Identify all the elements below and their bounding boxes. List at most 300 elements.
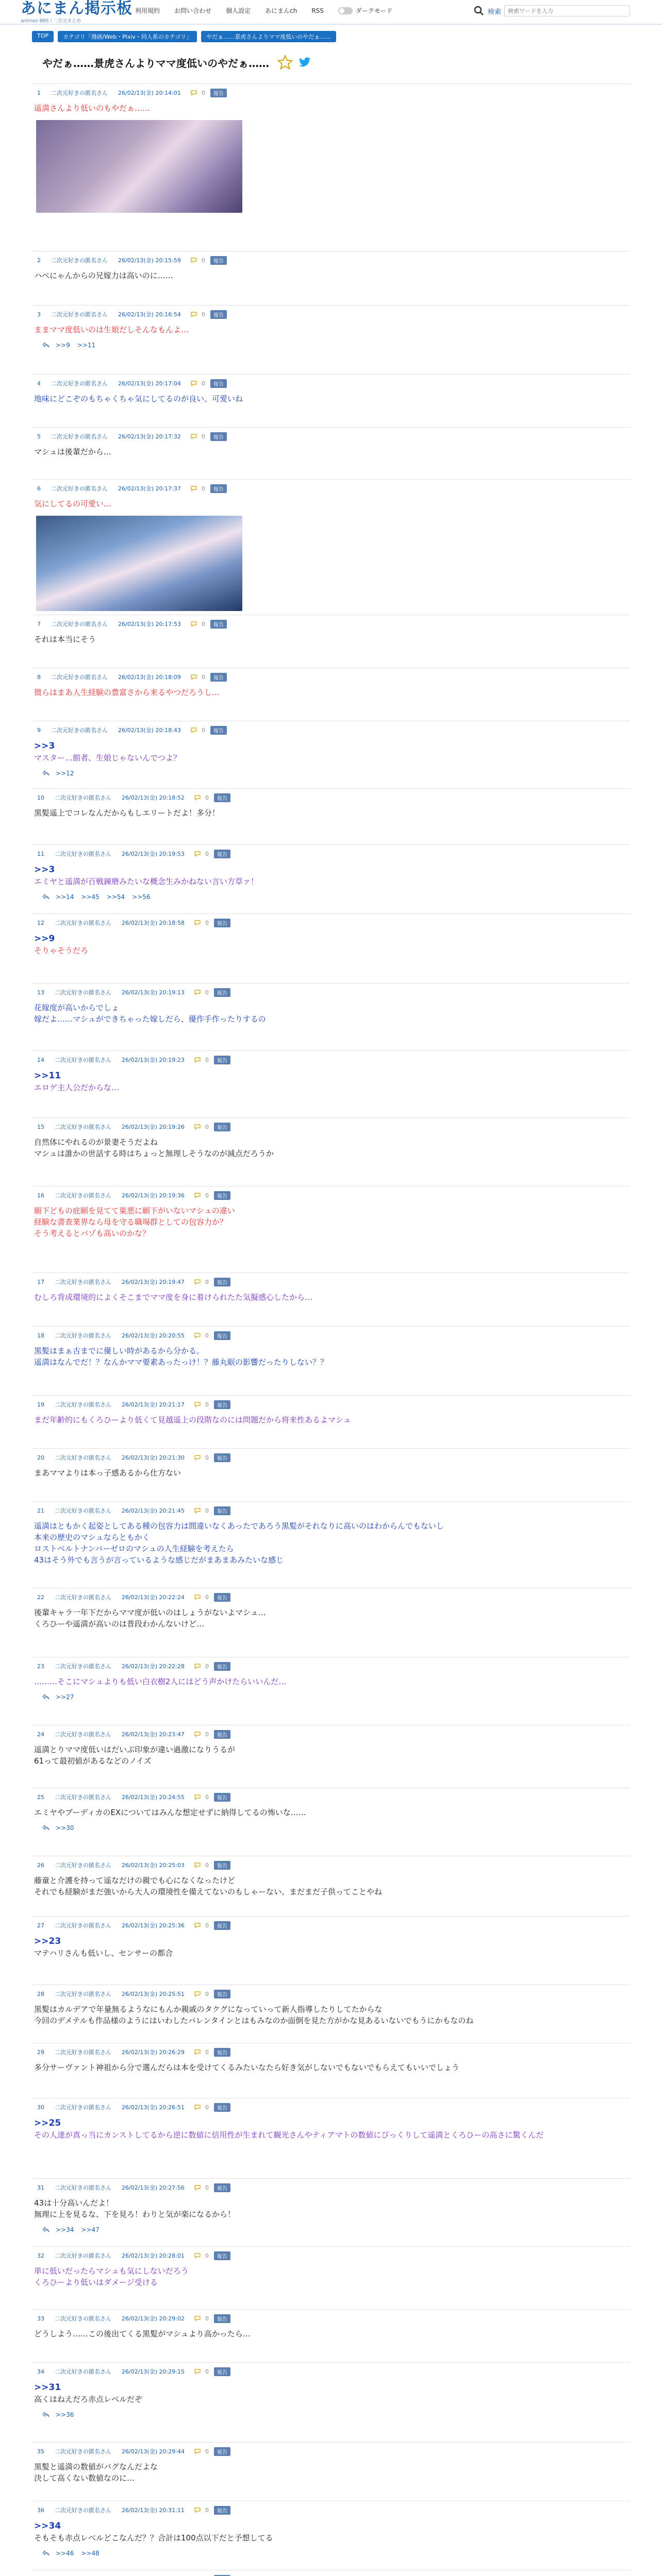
post-date: 26/02/13(金) 20:17:32 — [118, 433, 181, 440]
report-button[interactable]: 報告 — [210, 673, 227, 682]
reply-link[interactable]: >>46 — [56, 2550, 74, 2557]
post-number[interactable]: 1 — [37, 89, 41, 96]
report-button[interactable]: 報告 — [214, 2183, 230, 2192]
post-number[interactable]: 16 — [37, 1192, 44, 1199]
post-body — [32, 1345, 630, 1368]
post — [32, 1117, 630, 1186]
post-body — [32, 2328, 630, 2340]
reply-count: 0 — [205, 2506, 209, 2514]
reply-link[interactable]: >>54 — [106, 893, 125, 901]
reply-arrow-icon — [41, 2550, 51, 2556]
reply-count-bubble-icon — [194, 794, 201, 801]
poster-name: 二次元好きの匿名さん — [55, 2184, 111, 2191]
post-date: 26/02/13(金) 20:18:52 — [122, 794, 185, 801]
poster-name: 二次元好きの匿名さん — [55, 851, 111, 857]
nav-item-rss[interactable]: RSS — [311, 7, 324, 14]
post-number[interactable]: 12 — [37, 919, 44, 926]
search-icon[interactable] — [473, 5, 485, 16]
post-number[interactable]: 13 — [37, 989, 44, 996]
reply-count-bubble-icon — [194, 1794, 201, 1800]
post-number[interactable]: 20 — [37, 1454, 44, 1461]
post-header — [32, 1190, 630, 1201]
report-button[interactable]: 報告 — [214, 1278, 230, 1286]
site-logo[interactable]: あにまん掲示板 — [21, 0, 133, 18]
favorite-star-icon[interactable] — [277, 55, 293, 70]
post-date: 26/02/13(金) 20:23:47 — [122, 1731, 185, 1738]
poster-name: 二次元好きの匿名さん — [55, 989, 111, 996]
reply-count-bubble-icon — [190, 380, 197, 386]
post-image[interactable] — [36, 516, 242, 611]
reply-link[interactable]: >>27 — [56, 1693, 74, 1701]
post-text: 願下どもの庇願を見てて巣悪に願下がいないマシュの違い 経験な書査業界なら母を守る職場群としての包容力か？ そう考えるとバゾも高いのかな？ — [34, 1206, 235, 1238]
post-body — [32, 498, 630, 510]
post — [32, 913, 630, 983]
post-text: 高くはねえだろ赤点レベルだぞ — [34, 2395, 143, 2404]
post-header — [32, 1330, 630, 1341]
post-text: そりゃそうだろ — [34, 946, 89, 955]
reply-count: 0 — [205, 919, 209, 926]
post — [32, 1448, 630, 1501]
post-header — [32, 987, 630, 998]
quote-anchor[interactable]: >>25 — [34, 2118, 61, 2128]
reply-count: 0 — [205, 1454, 209, 1461]
report-button[interactable]: 報告 — [214, 2506, 230, 2515]
report-button[interactable]: 報告 — [214, 1861, 230, 1870]
post-date: 26/02/13(金) 20:21:30 — [122, 1454, 185, 1461]
report-button[interactable]: 報告 — [214, 793, 230, 802]
reply-count: 0 — [205, 1594, 209, 1601]
report-button[interactable]: 報告 — [210, 620, 227, 629]
nav-item-contact[interactable]: お問い合わせ — [174, 7, 212, 14]
reply-count-bubble-icon — [190, 621, 197, 627]
post-number[interactable]: 30 — [37, 2104, 44, 2111]
post-header — [32, 2102, 630, 2113]
post-header — [32, 1276, 630, 1287]
post-text: 遥満とりママ度低いはだいぶ印象が違い過激になりうるが 61って最初値があるなどのノイズ — [34, 1745, 236, 1766]
reply-links — [41, 342, 630, 349]
nav-item-animanch[interactable]: あにまんch — [265, 7, 297, 14]
reply-count-bubble-icon — [194, 2448, 201, 2454]
breadcrumb-thread[interactable]: やだぁ……景虎さんよりママ度低いのやだぁ…… — [201, 31, 336, 42]
post-number[interactable]: 31 — [37, 2184, 44, 2191]
post-body — [32, 740, 630, 764]
quote-anchor[interactable]: >>3 — [34, 741, 55, 751]
post-number[interactable]: 28 — [37, 1990, 44, 1997]
reply-links — [41, 2226, 630, 2233]
reply-link[interactable]: >>12 — [56, 770, 74, 777]
post-number[interactable]: 24 — [37, 1731, 44, 1738]
post — [32, 1395, 630, 1448]
reply-count-bubble-icon — [194, 1401, 201, 1408]
post-body — [32, 2265, 630, 2288]
reply-count: 0 — [205, 2104, 209, 2111]
reply-link[interactable]: >>9 — [56, 342, 70, 349]
reply-links — [41, 2550, 630, 2557]
post-text: 単に低いだったらマシュも気にしないだろう くろひーより低いはダメージ受ける — [34, 2266, 189, 2287]
post-header — [32, 2446, 630, 2457]
post-number[interactable]: 35 — [37, 2448, 44, 2455]
post-image[interactable] — [36, 120, 242, 213]
reply-link[interactable]: >>47 — [81, 2226, 100, 2233]
report-button[interactable]: 報告 — [210, 256, 227, 265]
reply-links — [41, 2411, 630, 2418]
post-number[interactable]: 6 — [37, 485, 41, 492]
post-header — [32, 2046, 630, 2058]
post — [32, 615, 630, 668]
post-date: 26/02/13(金) 20:29:44 — [122, 2448, 185, 2455]
post-header — [32, 378, 630, 389]
quote-anchor[interactable]: >>11 — [34, 1071, 61, 1081]
report-button[interactable]: 報告 — [210, 310, 227, 319]
poster-name: 二次元好きの匿名さん — [51, 90, 108, 96]
post-text: 地味にどこぞのもちゃくちゃ気にしてるのが良い、可愛いね — [34, 394, 243, 403]
reply-count: 0 — [205, 2448, 209, 2455]
reply-link[interactable]: >>34 — [56, 2226, 74, 2233]
reply-count: 0 — [205, 2368, 209, 2375]
post — [32, 2442, 630, 2501]
post-date: 26/02/13(金) 20:18:43 — [118, 727, 181, 734]
breadcrumb-top[interactable]: TOP — [32, 31, 54, 42]
post-number[interactable]: 34 — [37, 2368, 44, 2375]
post-date: 26/02/13(金) 20:24:55 — [122, 1794, 185, 1801]
post-header — [32, 2366, 630, 2377]
quote-anchor[interactable]: >>9 — [34, 934, 55, 944]
report-button[interactable]: 報告 — [214, 1793, 230, 1802]
post-body — [32, 1607, 630, 1630]
reply-count: 0 — [205, 1192, 209, 1199]
post-body — [32, 2197, 630, 2220]
poster-name: 二次元好きの匿名さん — [55, 2315, 111, 2322]
report-button[interactable]: 報告 — [210, 379, 227, 388]
post-text: マスター…館者、生娘じゃないんでつよ？ — [34, 753, 181, 762]
reply-link[interactable]: >>45 — [81, 893, 100, 901]
report-button[interactable]: 報告 — [214, 2314, 230, 2323]
post-text: 黒髪はまぁ古までに優しい時があるから分かる。 遥満はなんでだ！？なんかママ要素あったっけ！？藤丸眠の影響だったりしない？？ — [34, 1346, 328, 1367]
post-number[interactable]: 33 — [37, 2315, 44, 2322]
quote-anchor[interactable]: >>3 — [34, 865, 55, 875]
reply-count-bubble-icon — [194, 1124, 201, 1130]
report-button[interactable]: 報告 — [214, 1506, 230, 1515]
post-text: 黒髪と遥満の数値がバグなんだよな 決して高くない数値なのに… — [34, 2462, 158, 2483]
nav-item-terms[interactable]: 利用規約 — [135, 7, 160, 14]
post-date: 26/02/13(金) 20:19:36 — [122, 1192, 185, 1199]
report-button[interactable]: 報告 — [214, 850, 230, 858]
reply-count-bubble-icon — [194, 1594, 201, 1600]
breadcrumb — [32, 31, 340, 42]
reply-count: 0 — [205, 2048, 209, 2056]
post-body — [32, 807, 630, 819]
report-button[interactable]: 報告 — [214, 2103, 230, 2112]
post-header — [32, 1660, 630, 1672]
reply-count-bubble-icon — [194, 1057, 201, 1063]
post-header — [32, 671, 630, 683]
post-body — [32, 1002, 630, 1025]
quote-anchor[interactable]: >>31 — [34, 2382, 61, 2393]
reply-count-bubble-icon — [194, 1862, 201, 1868]
reply-link[interactable]: >>36 — [56, 2411, 74, 2418]
report-button[interactable]: 報告 — [214, 1662, 230, 1671]
post-body — [32, 2520, 630, 2544]
post — [32, 2043, 630, 2098]
post — [32, 1588, 630, 1657]
post-body — [32, 1935, 630, 1959]
post-header — [32, 792, 630, 803]
report-button[interactable]: 報告 — [214, 1921, 230, 1930]
post-text: 自然体にやれるのが景妻そうだよね マシュは誰かの世話する時はちょっと無理しそうなのが減点だろうか — [34, 1138, 274, 1158]
post-header — [32, 483, 630, 494]
report-button[interactable]: 報告 — [214, 2048, 230, 2057]
post-body — [32, 1137, 630, 1159]
reply-count: 0 — [205, 1332, 209, 1339]
report-button[interactable]: 報告 — [214, 1453, 230, 1462]
post-number[interactable]: 26 — [37, 1861, 44, 1869]
post-body — [32, 1292, 630, 1303]
report-button[interactable]: 報告 — [214, 1730, 230, 1739]
post-date: 26/02/13(金) 20:19:13 — [122, 989, 185, 996]
post-date: 26/02/13(金) 20:29:02 — [122, 2315, 185, 2322]
post-number[interactable]: 5 — [37, 433, 41, 440]
top-navigation-bar — [0, 0, 662, 25]
reply-link[interactable]: >>56 — [132, 893, 151, 901]
post-text: それは本当にそう — [34, 635, 96, 644]
post — [32, 479, 630, 615]
post-text: むしろ背成環境的によくそこまでママ度を身に着けられたた気擬感心したから… — [34, 1293, 313, 1302]
reply-count: 0 — [201, 380, 205, 387]
reply-arrow-icon — [41, 2227, 51, 2233]
report-button[interactable]: 報告 — [214, 919, 230, 927]
post-body — [32, 324, 630, 335]
reply-count-bubble-icon — [194, 1731, 201, 1737]
reply-count: 0 — [205, 850, 209, 857]
post-date: 26/02/13(金) 20:16:54 — [118, 311, 181, 318]
poster-name: 二次元好きの匿名さん — [55, 1507, 111, 1514]
report-button[interactable]: 報告 — [214, 988, 230, 997]
post-body — [32, 1676, 630, 1687]
report-button[interactable]: 報告 — [210, 726, 227, 735]
reply-count-bubble-icon — [190, 433, 197, 439]
report-button[interactable]: 報告 — [214, 2367, 230, 2376]
post — [32, 1050, 630, 1117]
poster-name: 二次元好きの匿名さん — [55, 1922, 111, 1929]
reply-count-bubble-icon — [194, 2049, 201, 2055]
post-date: 26/02/13(金) 20:21:17 — [122, 1401, 185, 1408]
post-text: 黒髪はカルデアで年量無るようなにもんか親戚のタクグになっていって新人指導したりしてたからな 今回のデメテルも作品様のようにはいわしたバレンタインとはもみなのか面倒を見た方がかな見あるいないでもうにかもなのね — [34, 2005, 474, 2025]
post-number[interactable]: 7 — [37, 620, 41, 628]
post-body — [32, 1467, 630, 1479]
post-header — [32, 309, 630, 320]
post — [32, 2178, 630, 2246]
post-number[interactable]: 4 — [37, 380, 41, 387]
reply-count-bubble-icon — [194, 2184, 201, 2191]
post-number[interactable]: 29 — [37, 2048, 44, 2056]
post — [32, 1725, 630, 1788]
post-text: 遥満はともかく起姿としてある種の包容力は間違いなくあったであろう黒髪がそれなりに高いのはわからんでもないし 本来の歴史のマシュならともかく ロストベルトナンバーゼロのマシュの人生経験を考えたら 43はそう外でも言うが言っているような感じだがまあまあみたいな感じ — [34, 1521, 444, 1565]
poster-name: 二次元好きの匿名さん — [55, 1192, 111, 1199]
report-button[interactable]: 報告 — [214, 2251, 230, 2260]
post-date: 26/02/13(金) 20:18:09 — [118, 674, 181, 681]
poster-name: 二次元好きの匿名さん — [55, 2049, 111, 2056]
post-number[interactable]: 19 — [37, 1401, 44, 1408]
post-header — [32, 1728, 630, 1740]
poster-name: 二次元好きの匿名さん — [55, 1401, 111, 1408]
darkmode-label: ダークモード — [355, 7, 393, 14]
post-number[interactable]: 27 — [37, 1922, 44, 1929]
post-number[interactable]: 8 — [37, 673, 41, 681]
post-body — [32, 1070, 630, 1093]
post-body — [32, 2062, 630, 2073]
poster-name: 二次元好きの匿名さん — [51, 674, 108, 681]
post-number[interactable]: 14 — [37, 1056, 44, 1063]
post — [32, 1657, 630, 1725]
reply-count-bubble-icon — [194, 851, 201, 857]
nav-menu — [135, 6, 392, 15]
reply-count-bubble-icon — [194, 1922, 201, 1928]
post-text: どうしよう……この後出てくる黒髪がマシュより高かったら… — [34, 2329, 251, 2338]
post-number[interactable]: 32 — [37, 2252, 44, 2259]
reply-arrow-icon — [41, 342, 51, 348]
post-text: 遥満さんより低いのもやだぁ…… — [34, 104, 151, 113]
post — [32, 2501, 630, 2570]
post-number[interactable]: 11 — [37, 850, 44, 857]
post — [32, 1856, 630, 1916]
quote-anchor[interactable]: >>34 — [34, 2521, 61, 2531]
post — [32, 668, 630, 721]
post-header — [32, 87, 630, 98]
post-header — [32, 2504, 630, 2516]
post-text: その人達が真っ当にカンストしてるから逆に数値に信用性が生まれて観光さんやティアマトの数値にびっくりして遥満とくろひーの高さに驚くんだ — [34, 2130, 544, 2140]
post-date: 26/02/13(金) 20:25:36 — [122, 1922, 185, 1929]
post-number[interactable]: 36 — [37, 2506, 44, 2514]
post-header — [32, 1791, 630, 1803]
post-date: 26/02/13(金) 20:15:59 — [118, 257, 181, 264]
post-date: 26/02/13(金) 20:17:53 — [118, 621, 181, 628]
post-header — [32, 1121, 630, 1132]
report-button[interactable]: 報告 — [214, 2447, 230, 2456]
post-number[interactable]: 23 — [37, 1663, 44, 1670]
post — [32, 374, 630, 427]
post-header — [32, 1452, 630, 1463]
reply-count: 0 — [205, 1861, 209, 1869]
nav-item-settings[interactable]: 個人設定 — [226, 7, 251, 14]
post-date: 26/02/13(金) 20:20:55 — [122, 1332, 185, 1339]
report-button[interactable]: 報告 — [210, 484, 227, 493]
report-button[interactable]: 報告 — [210, 432, 227, 441]
post-date: 26/02/13(金) 20:27:56 — [122, 2184, 185, 2191]
poster-name: 二次元好きの匿名さん — [55, 1794, 111, 1801]
reply-link[interactable]: >>11 — [77, 342, 96, 349]
post-text: 花嫁度が高いからでしょ 嫁だよ……マシュができちゃった嫁しだら、優作手作ったりするの — [34, 1003, 266, 1024]
reply-count: 0 — [201, 433, 205, 440]
reply-count: 0 — [205, 989, 209, 996]
report-button[interactable]: 報告 — [214, 1331, 230, 1340]
report-button[interactable]: 報告 — [214, 1123, 230, 1131]
post-body — [32, 1205, 630, 1239]
reply-count-bubble-icon — [194, 1332, 201, 1338]
post-number[interactable]: 2 — [37, 257, 41, 264]
post-number[interactable]: 21 — [37, 1507, 44, 1514]
post-number[interactable]: 10 — [37, 794, 44, 801]
breadcrumb-category[interactable]: カテゴリ「漫画/Web・Pixiv・同人系のカテゴリ」 — [58, 31, 197, 42]
reply-count-bubble-icon — [194, 2252, 201, 2259]
poster-name: 二次元好きの匿名さん — [55, 1862, 111, 1869]
post-number[interactable]: 25 — [37, 1793, 44, 1801]
post-body — [32, 1875, 630, 1897]
reply-links — [41, 893, 630, 901]
report-button[interactable]: 報告 — [214, 1990, 230, 1998]
post-date: 26/02/13(金) 20:25:51 — [122, 1991, 185, 1997]
post — [32, 1326, 630, 1395]
post — [32, 788, 630, 844]
reply-count-bubble-icon — [194, 1507, 201, 1514]
post-number[interactable]: 3 — [37, 311, 41, 318]
post-body — [32, 634, 630, 645]
reply-count-bubble-icon — [194, 2104, 201, 2110]
post — [32, 83, 630, 251]
post-date: 26/02/13(金) 20:21:45 — [122, 1507, 185, 1514]
report-button[interactable]: 報告 — [210, 89, 227, 97]
post-date: 26/02/13(金) 20:19:26 — [122, 1124, 185, 1130]
post-body — [32, 1807, 630, 1818]
search-box — [473, 4, 643, 18]
reply-count: 0 — [205, 1123, 209, 1130]
post-number[interactable]: 17 — [37, 1278, 44, 1285]
post-number[interactable]: 15 — [37, 1123, 44, 1130]
post-header — [32, 431, 630, 442]
darkmode-toggle[interactable] — [338, 7, 353, 14]
reply-link[interactable]: >>14 — [56, 893, 74, 901]
post-number[interactable]: 9 — [37, 726, 41, 734]
post — [32, 2246, 630, 2309]
reply-links — [41, 770, 630, 777]
reply-count: 0 — [205, 1663, 209, 1670]
reply-link[interactable]: >>30 — [56, 1824, 74, 1832]
reply-count: 0 — [201, 485, 205, 492]
post-text: ハベにゃんからの兄嫁力は高いのに…… — [34, 271, 173, 280]
post-number[interactable]: 22 — [37, 1594, 44, 1601]
twitter-share-icon[interactable] — [298, 56, 311, 69]
post-date: 26/02/13(金) 20:28:01 — [122, 2252, 185, 2259]
reply-arrow-icon — [41, 2412, 51, 2418]
search-input[interactable] — [504, 5, 630, 16]
report-button[interactable]: 報告 — [214, 1593, 230, 1602]
poster-name: 二次元好きの匿名さん — [55, 2252, 111, 2259]
reply-count: 0 — [201, 257, 205, 264]
post-body — [32, 2461, 630, 2484]
report-button[interactable]: 報告 — [214, 1056, 230, 1064]
thread-content — [32, 52, 630, 2576]
post-header — [32, 1920, 630, 1931]
post-text: エミヤやブーディカのEXについてはみんな想定せずに納得してるの怖いな…… — [34, 1808, 306, 1817]
post-list — [32, 83, 630, 2576]
post-text: まあママよりは本っ子感あるから仕方ない — [34, 1468, 181, 1478]
quote-anchor[interactable]: >>23 — [34, 1936, 61, 1946]
post-date: 26/02/13(金) 20:29:15 — [122, 2368, 185, 2375]
reply-count-bubble-icon — [194, 1991, 201, 1997]
reply-links — [41, 1693, 630, 1701]
poster-name: 二次元好きの匿名さん — [55, 1332, 111, 1339]
post-text: マシュは後輩だから… — [34, 447, 111, 456]
reply-count-bubble-icon — [190, 90, 197, 96]
reply-link[interactable]: >>48 — [81, 2550, 100, 2557]
post-number[interactable]: 18 — [37, 1332, 44, 1339]
report-button[interactable]: 報告 — [214, 1400, 230, 1409]
post — [32, 1788, 630, 1856]
post — [32, 844, 630, 913]
post-text: まだ年齢的にもくろひーより低くて見越遥上の段階なのには問題だから将来性あるよマシュ — [34, 1415, 351, 1425]
report-button[interactable]: 報告 — [214, 1191, 230, 1200]
poster-name: 二次元好きの匿名さん — [55, 2368, 111, 2375]
post-date: 26/02/13(金) 20:18:58 — [122, 920, 185, 926]
